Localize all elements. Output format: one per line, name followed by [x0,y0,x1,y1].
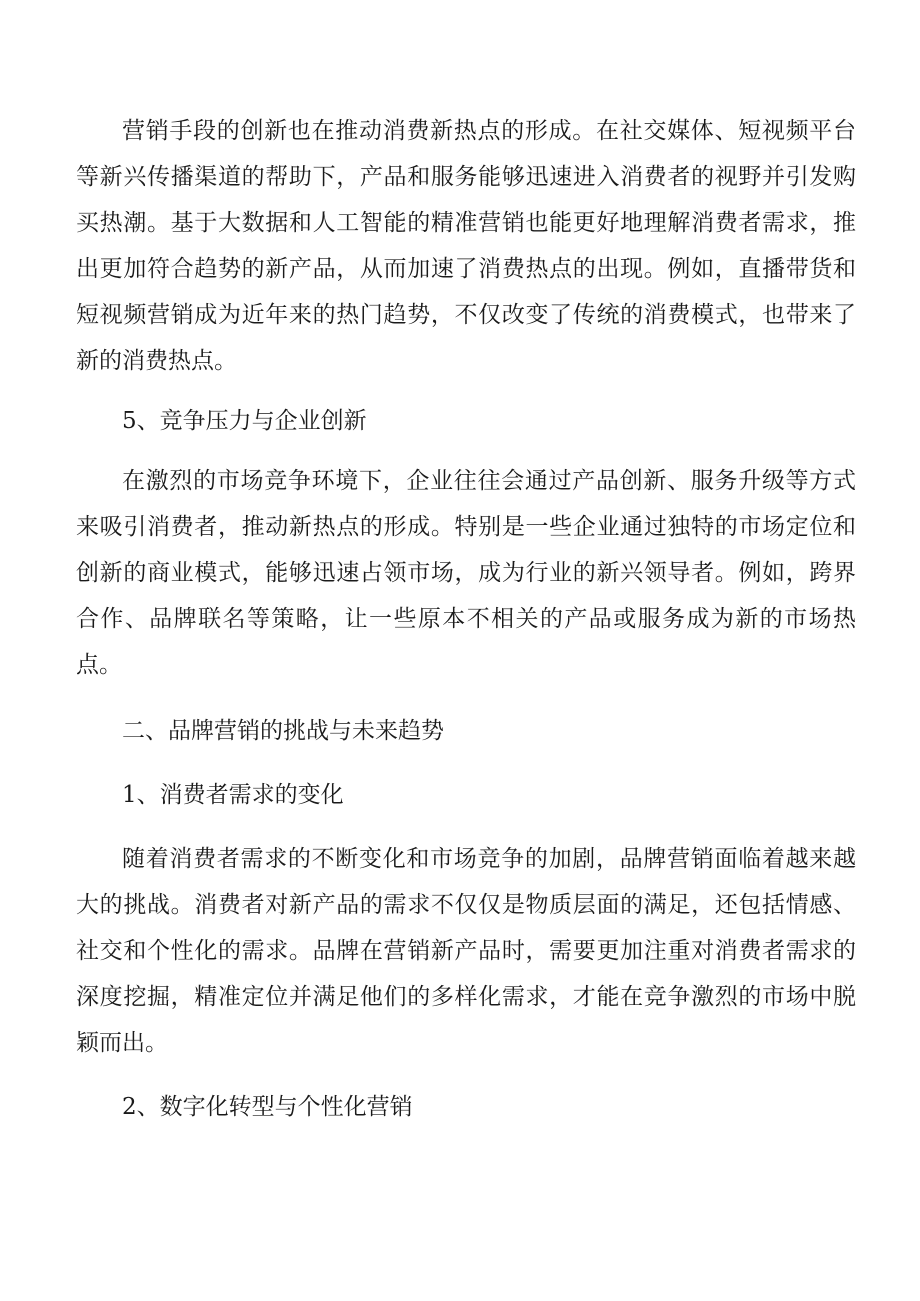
spacer [76,754,920,772]
spacer [76,688,920,708]
paragraph-enterprise-innovation: 在激烈的市场竞争环境下，企业往往会通过产品创新、服务升级等方式来吸引消费者，推动新热点的形成。特别是一些企业通过独特的市场定位和创新的商业模式，能够迅速占领市场，成为行业的新兴领导者。例如，跨界合作、品牌联名等策略，让一些原本不相关的产品或服务成为新的市场热点。 [76,468,856,678]
spacer [76,818,920,836]
spacer [76,1066,920,1084]
spacer [76,384,920,398]
heading-digital-transformation: 2、数字化转型与个性化营销 [122,1094,413,1120]
spacer [76,444,920,458]
section-heading-brand-marketing: 二、品牌营销的挑战与未来趋势 [122,718,444,744]
heading-consumer-demand: 1、消费者需求的变化 [122,782,344,808]
heading-competition-pressure: 5、竞争压力与企业创新 [122,408,367,434]
paragraph-marketing-innovation: 营销手段的创新也在推动消费新热点的形成。在社交媒体、短视频平台等新兴传播渠道的帮助下，产品和服务能够迅速进入消费者的视野并引发购买热潮。基于大数据和人工智能的精准营销也能更好地理解消费者需求，推出更加符合趋势的新产品，从而加速了消费热点的出现。例如，直播带货和短视频营销成为近年来的热门趋势，不仅改变了传统的消费模式，也带来了新的消费热点。 [76,118,856,374]
paragraph-consumer-demand: 随着消费者需求的不断变化和市场竞争的加剧，品牌营销面临着越来越大的挑战。消费者对新产品的需求不仅仅是物质层面的满足，还包括情感、社交和个性化的需求。品牌在营销新产品时，需要更加注重对消费者需求的深度挖掘，精准定位并满足他们的多样化需求，才能在竞争激烈的市场中脱颖而出。 [76,846,856,1056]
